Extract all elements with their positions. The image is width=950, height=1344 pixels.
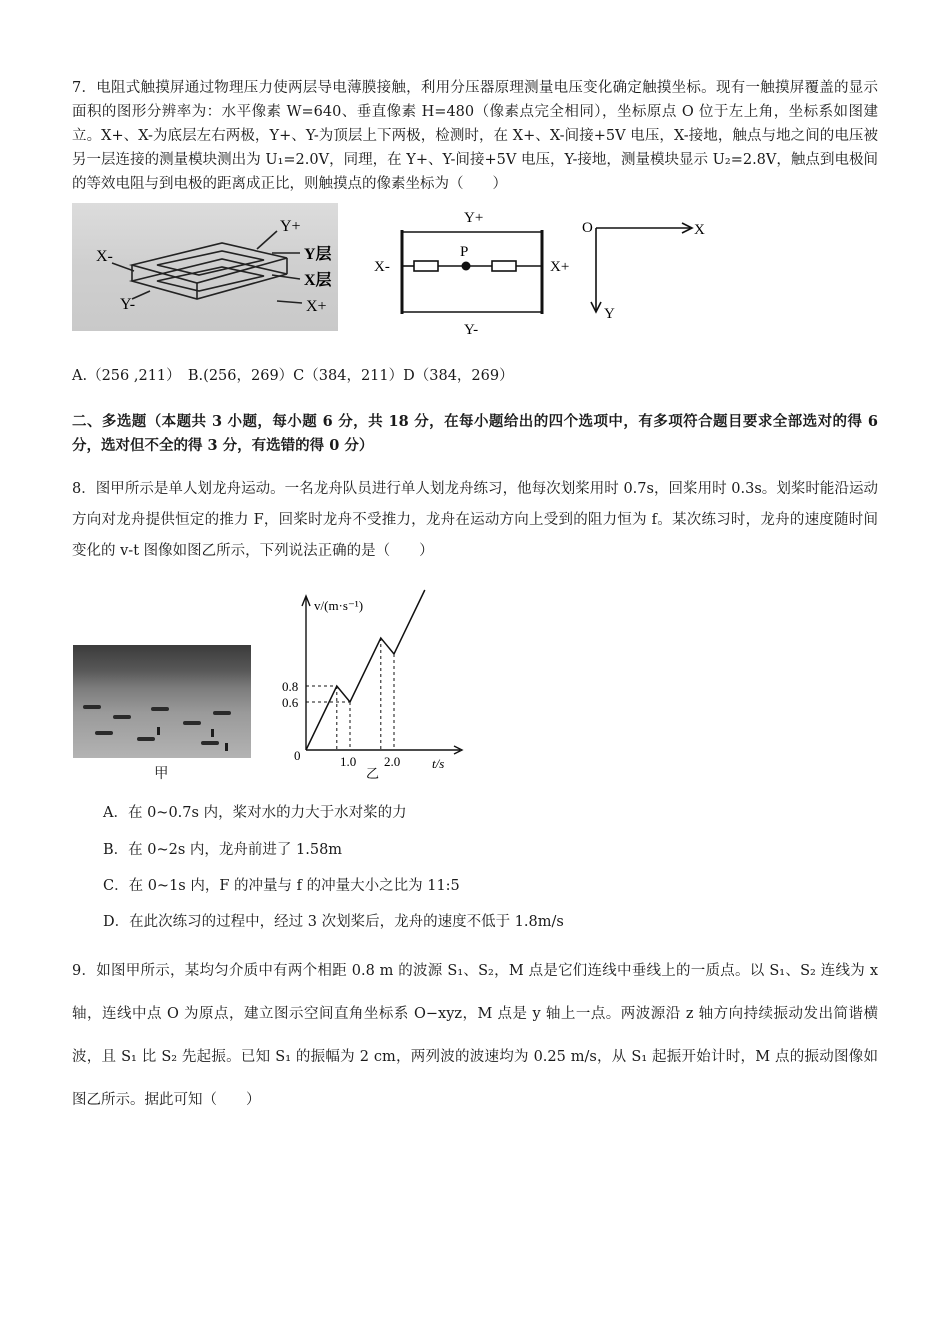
vt-graph <box>280 588 480 788</box>
axis-x-label: X <box>694 222 705 238</box>
circuit-label-x-plus: X+ <box>550 259 570 275</box>
touch-point-p <box>462 262 471 271</box>
vt-series-line <box>306 590 425 750</box>
q8-option-d: D．在此次练习的过程中，经过 3 次划桨后，龙舟的速度不低于 1.8m/s <box>103 914 564 930</box>
section2-heading: 二、多选题（本题共 3 小题，每小题 6 分，共 18 分，在每小题给出的四个选项中，有多项符合题目要求全部选对的得 6 分，选对但不全的得 3 分，有选错的得 0 分） <box>72 413 878 454</box>
q8-option-c: C．在 0~1s 内，F 的冲量与 f 的冲量大小之比为 11:5 <box>103 878 460 894</box>
circuit-label-y-plus: Y+ <box>464 210 484 226</box>
circuit-label-y-minus: Y- <box>464 322 479 338</box>
label-y-minus: Y- <box>120 296 136 313</box>
axis-y-label: Y <box>604 306 615 322</box>
y-tick-0-8: 0.8 <box>282 679 299 694</box>
q8-option-a: A．在 0~0.7s 内，桨对水的力大于水对桨的力 <box>103 805 407 821</box>
touch-screen-figure <box>72 203 338 331</box>
label-y-layer: Y层 <box>304 246 332 263</box>
x-axis-label: t/s <box>432 756 445 771</box>
q7-options: A.（256 ,211） B.(256，269）C（384，211）D（384，269） <box>72 368 514 384</box>
label-point-p: P <box>460 244 469 260</box>
q8-stem: 8．图甲所示是单人划龙舟运动。一名龙舟队员进行单人划龙舟练习，他每次划桨用时 0.7s，回桨用时 0.3s。划桨时能沿运动方向对龙舟提供恒定的推力 F，回桨时龙舟不受推力，龙舟在运动方向上受到的阻力恒为 f。某次练习时，龙舟的速度随时间变化的 v-t 图像如图乙所示，下列说法正确的是（ ） <box>72 481 878 559</box>
axis-origin-label: O <box>582 220 593 236</box>
q7-stem: 7．电阻式触摸屏通过物理压力使两层导电薄膜接触，利用分压器原理测量电压变化确定触摸坐标。现有一触摸屏覆盖的显示面积的图形分辨率为：水平像素 W=640、垂直像素 H=480（像素点完全相同），坐标原点 O 位于左上角，坐标系如图建立。X+、X-为底层左右两极，Y+、Y-为顶层上下两极，检测时，在 X+、X-间接+5V 电压，X-接地，触点与地之间的电压被另一层连接的测量模块测出为 U₁=2.0V，同理，在 Y+、Y-间接+5V 电压，Y-接地，测量模块显示 U₂=2.8V，触点到电极间的等效电阻与到电极的距离成正比，则触摸点的像素坐标为（ ） <box>72 80 878 192</box>
photo-caption: 甲 <box>154 766 169 782</box>
label-x-minus: X- <box>96 248 113 265</box>
y-tick-0-6: 0.6 <box>282 695 299 710</box>
circuit-diagram <box>368 204 588 342</box>
graph-caption: 乙 <box>366 766 380 781</box>
circuit-label-x-minus: X- <box>374 259 390 275</box>
label-x-plus: X+ <box>306 298 327 315</box>
dragon-boat-photo <box>73 645 251 758</box>
label-x-layer: X层 <box>304 272 332 289</box>
x-tick-1: 1.0 <box>340 754 357 769</box>
screen-axes <box>578 212 718 328</box>
q8-option-b: B．在 0~2s 内，龙舟前进了 1.58m <box>103 842 343 858</box>
origin-label: 0 <box>294 748 301 763</box>
q9-stem: 9．如图甲所示，某均匀介质中有两个相距 0.8 m 的波源 S₁、S₂，M 点是它们连线中垂线上的一质点。以 S₁、S₂ 连线为 x 轴，连线中点 O 为原点，建立图示空间直角坐标系 O−xyz，M 点是 y 轴上一点。两波源沿 z 轴方向持续振动发出简谐横波，且 S₁ 比 S₂ 先起振。已知 S₁ 的振幅为 2 cm，两列波的波速均为 0.25 m/s，从 S₁ 起振开始计时，M 点的振动图像如图乙所示。据此可知（ ） <box>72 963 878 1108</box>
x-tick-2: 2.0 <box>384 754 401 769</box>
y-axis-label: v/(m·s⁻¹) <box>314 598 364 613</box>
label-y-plus: Y+ <box>280 218 301 235</box>
